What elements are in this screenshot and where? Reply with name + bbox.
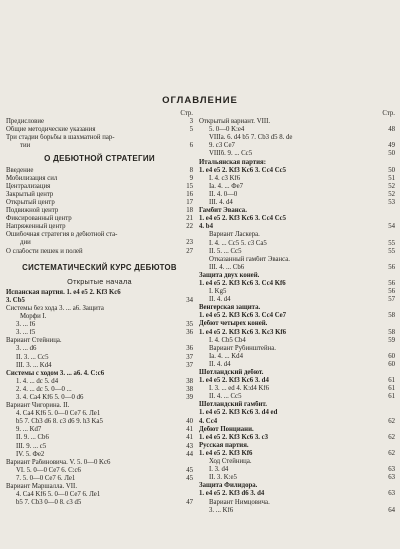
toc-entry (199, 329, 395, 337)
toc-page-number: 21 (186, 215, 193, 223)
toc-page-number: 3 (189, 118, 193, 126)
toc-entry-text: Системы с ходом 3. ... a6. 4. C:c6 (6, 369, 105, 377)
toc-entry (6, 191, 193, 199)
toc-entry (199, 361, 395, 369)
toc-entry (6, 475, 193, 483)
toc-entry-text: Защита двух коней. (199, 271, 260, 279)
toc-page-number: 22 (186, 223, 193, 231)
toc-entry (199, 175, 395, 183)
toc-entry (199, 499, 395, 507)
toc-entry-text: Шотландский дебют. (199, 369, 264, 376)
toc-entry-text: Вариант Рабиновича. V. 5. 0—0 Kc6 (6, 458, 111, 466)
toc-page-number: 49 (388, 142, 395, 150)
toc-entry-text: Вариант Ласкера. (209, 231, 260, 239)
page-column-label: Стр. (382, 110, 395, 117)
toc-entry (6, 443, 193, 451)
toc-entry-text: 4. Ca4 Kf6 5. 0—0 Ce7 6. Ле1 (16, 410, 101, 418)
right-column (199, 110, 395, 515)
right-page-header (199, 110, 395, 118)
toc-page-number: 53 (388, 199, 395, 207)
toc-entry-text: III. 9. ... c5 (16, 442, 47, 450)
toc-entry-text: I. 4. Cb5 Cb4 (209, 336, 246, 344)
toc-entry (6, 459, 193, 467)
toc-page-number: 61 (388, 385, 395, 393)
toc-entry (199, 490, 395, 498)
toc-entry-text: 1. e4 e5 2. Kf3 Kc6 3. d4 (199, 377, 269, 385)
toc-entry-text: b5 7. Cb3 d6 8. c3 d6 9. h3 Ka5 (16, 418, 103, 426)
section-title-course: СИСТЕМАТИЧЕСКИЙ КУРС ДЕБЮТОВ (22, 262, 177, 272)
toc-entry-text: Гамбит Эванса. (199, 207, 247, 215)
toc-entry (6, 289, 193, 297)
toc-page-number: 48 (388, 126, 395, 134)
toc-page-number: 38 (186, 385, 193, 393)
toc-entry (6, 118, 193, 126)
left-page-header (6, 110, 193, 118)
toc-entry-text: Открытый центр (6, 198, 55, 206)
toc-entry (199, 458, 395, 466)
toc-entry (6, 410, 193, 418)
toc-entry (199, 385, 395, 393)
toc-entry (199, 280, 395, 288)
toc-entry-text: 9. c3 Ce7 (209, 142, 235, 150)
page-title: ОГЛАВЛЕНИЕ (162, 95, 238, 106)
toc-entry-text: 4. Ca4 Kf6 5. 0—0 Ce7 6. Ле1 (16, 491, 101, 499)
toc-entry-text: VIIIб. 9. ... Cc5 (209, 150, 253, 158)
toc-entry-text: Венгерская защита. (199, 304, 261, 312)
toc-entry (6, 297, 193, 305)
toc-entry-text: I. 4. c3 Kf6 (209, 174, 241, 182)
toc-page-number: 50 (388, 166, 395, 174)
toc-page-number: 50 (388, 150, 395, 158)
toc-entry (199, 134, 395, 142)
toc-entry-text: 2. 4. ... dc 5. 0—0 ... (16, 385, 72, 393)
toc-entry (6, 313, 193, 321)
toc-entry (199, 126, 395, 134)
toc-entry-text: Открытый вариант. VIII. (199, 118, 271, 126)
toc-entry-text: I. 3. ... ed 4. K:d4 Kf6 (209, 385, 270, 393)
toc-page-number: 62 (388, 449, 395, 457)
toc-entry-text: 1. e4 e5 2. Kf3 Kc6 3. Cc4 Cc5 (199, 166, 287, 174)
toc-entry-text: 5. 0—0 K:e4 (209, 126, 245, 134)
toc-entry (199, 409, 395, 417)
toc-page-number: 55 (388, 247, 395, 255)
toc-page-number: 56 (388, 279, 395, 287)
toc-entry (199, 418, 395, 426)
toc-entry (199, 337, 395, 345)
toc-entry-text: 3. Cb5 (6, 296, 25, 304)
toc-entry (199, 353, 395, 361)
toc-page-number: 52 (388, 190, 395, 198)
toc-page-number: 58 (388, 312, 395, 320)
toc-entry-text: Вариант Стейница. (6, 337, 62, 345)
toc-entry-text: Напряженный центр (6, 223, 66, 231)
toc-page-number: 56 (388, 263, 395, 271)
toc-entry (6, 134, 193, 142)
toc-entry-text: II. 5. ... Cc5 (209, 247, 242, 255)
toc-entry-text: Мобилизация сил (6, 174, 58, 182)
toc-page-number: 37 (186, 353, 193, 361)
toc-page-number: 18 (186, 207, 193, 215)
toc-entry-text: Дебют Понциани. (199, 425, 254, 433)
toc-entry (199, 248, 395, 256)
toc-entry-text: II. 9. ... Cb6 (16, 434, 49, 442)
toc-entry-text: Ход Стейница. (209, 458, 252, 466)
toc-entry (199, 377, 395, 385)
toc-entry (6, 305, 193, 313)
toc-entry-text: 1. e4 e5 2. Kf3 Kc6 3. Cc4 Ce7 (199, 312, 287, 320)
toc-entry (199, 256, 395, 264)
toc-page-number: 61 (388, 377, 395, 385)
toc-entry (199, 393, 395, 401)
toc-entry-text: III. 4. ... Cb6 (209, 263, 245, 271)
toc-entry (199, 272, 395, 280)
toc-entry-text: 3. ... Kf6 (209, 506, 234, 514)
toc-entry-text: 4. Cc4 (199, 417, 218, 425)
toc-entry-text: 3. 4. Ca4 Kf6 5. 0—0 d6 (16, 394, 84, 401)
toc-entry-text: Вариант Нимцовича. (209, 498, 270, 506)
toc-entry (6, 183, 193, 191)
toc-page-number: 8 (189, 166, 193, 174)
section-title-strategy: О ДЕБЮТНОЙ СТРАТЕГИИ (44, 154, 155, 164)
toc-entry (6, 207, 193, 215)
toc-page-number: 63 (388, 474, 395, 482)
toc-entry (6, 321, 193, 329)
toc-entry (6, 175, 193, 183)
toc-entry-text: II. 4. 0—0 (209, 190, 238, 198)
toc-entry-text: 1. e4 e5 2. Kf3 Kc6 3. Cc4 Cc5 (199, 215, 287, 223)
toc-entry (199, 312, 395, 320)
toc-entry (199, 320, 395, 328)
toc-page-number: 63 (388, 490, 395, 498)
toc-page-number: 36 (186, 329, 193, 337)
toc-entry-text: Фиксированный центр (6, 215, 72, 223)
toc-entry-text: 1. e4 e5 2. Kf3 Kf6 (199, 449, 253, 457)
toc-entry (199, 288, 395, 296)
toc-entry (199, 191, 395, 199)
toc-entry-text: 1. e4 e5 2. Kf3 Kc6 3. d4 ed (199, 409, 278, 417)
toc-entry (199, 401, 395, 409)
toc-entry-text: II. 4. d4 (209, 360, 231, 368)
toc-entry-text: 1. e4 e5 2. Kf3 Kc6 3. c3 (199, 433, 269, 441)
toc-page-number: 15 (186, 182, 193, 190)
toc-entry (199, 199, 395, 207)
toc-entry (6, 337, 193, 345)
toc-entry-text: 4. b4 (199, 223, 213, 231)
toc-entry (6, 370, 193, 378)
toc-page-number: 45 (186, 466, 193, 474)
toc-entry-text: Морфи I. (20, 313, 47, 321)
toc-entry-text: Системы без хода 3. ... a6. Защита (6, 304, 104, 312)
toc-entry (199, 474, 395, 482)
left-column (6, 110, 193, 507)
toc-entry-text: Дебют четырех коней. (199, 320, 268, 328)
toc-entry (6, 402, 193, 410)
toc-entry (199, 442, 395, 450)
toc-page-number: 62 (388, 417, 395, 425)
toc-entry-text: Предисловие (6, 118, 45, 126)
toc-entry-text: 1. e4 e5 2. Kf3 d6 3. d4 (199, 490, 265, 498)
toc-entry (6, 126, 193, 134)
toc-entry-text: Введение (6, 166, 34, 174)
toc-entry (6, 434, 193, 442)
toc-page-number: 35 (186, 321, 193, 329)
toc-entry-text: 1. e4 e5 2. Kf3 Kc6 3. Cc4 Kf6 (199, 279, 286, 287)
toc-page-number: 17 (186, 198, 193, 206)
toc-entry (6, 167, 193, 175)
toc-page-number: 5 (189, 126, 193, 134)
toc-entry (199, 223, 395, 231)
toc-entry-text: Закрытый центр (6, 190, 54, 198)
toc-entry (6, 491, 193, 499)
toc-entry-text: Подвижной центр (6, 207, 59, 215)
toc-entry (199, 426, 395, 434)
toc-entry-text: Русская партия. (199, 441, 249, 449)
toc-entry-text: VI. 5. 0—0 Ce7 6. C:c6 (16, 466, 81, 474)
toc-entry-text: Шотландский гамбит. (199, 401, 267, 409)
toc-entry-text: Вариант Чигорина. II. (6, 402, 70, 410)
toc-entry-text: 3. ... f5 (16, 329, 36, 337)
toc-entry (199, 167, 395, 175)
toc-entry-text: 1. 4. ... dc 5. d4 (16, 377, 59, 385)
toc-entry (199, 466, 395, 474)
toc-page-number: 34 (186, 296, 193, 304)
toc-entry (199, 507, 395, 515)
intro-entries (6, 118, 193, 150)
toc-page-number: 23 (186, 239, 193, 247)
toc-page-number: 38 (186, 377, 193, 385)
toc-entry (6, 142, 193, 150)
toc-page-number: 52 (388, 182, 395, 190)
toc-entry (6, 483, 193, 491)
toc-page-number: 41 (186, 434, 193, 442)
toc-entry (199, 434, 395, 442)
toc-entry (6, 354, 193, 362)
toc-page-number: 6 (189, 142, 193, 150)
toc-page-number: 27 (186, 247, 193, 255)
toc-page-number: 40 (186, 418, 193, 426)
toc-page-number: 56 (388, 288, 395, 296)
toc-entry-text: II. 4. d4 (209, 296, 231, 304)
toc-entry-text: Вариант Маршалла. VII. (6, 483, 78, 491)
toc-entry-text: Отказанный гамбит Эванса. (209, 255, 290, 263)
toc-entry (6, 362, 193, 370)
toc-entry (6, 467, 193, 475)
toc-entry (6, 239, 193, 247)
toc-page-number: 45 (186, 474, 193, 482)
toc-page-number: 63 (388, 466, 395, 474)
toc-entry (199, 142, 395, 150)
toc-page-number: 54 (388, 223, 395, 231)
toc-entry (6, 329, 193, 337)
toc-page-number: 41 (186, 426, 193, 434)
toc-entry-text: тии (20, 142, 31, 150)
toc-entry (6, 215, 193, 223)
toc-page-number: 61 (388, 393, 395, 401)
toc-entry-text: 3. ... d6 (16, 345, 37, 353)
toc-entry-text: Три стадии борьбы в шахматной пар- (6, 134, 115, 142)
toc-page-number: 9 (189, 174, 193, 182)
toc-entry-text: 3. ... f6 (16, 321, 36, 329)
toc-entry-text: Централизация (6, 182, 51, 190)
toc-entry (6, 426, 193, 434)
toc-entry-text: IV. 5. Фe2 (16, 450, 45, 458)
toc-entry-text: Ia. 4. ... Фe7 (209, 182, 244, 190)
toc-entry (6, 499, 193, 507)
toc-entry (199, 369, 395, 377)
toc-entry-text: Вариант Рубинштейна. (209, 344, 276, 352)
toc-entry (199, 296, 395, 304)
toc-page-number: 51 (388, 174, 395, 182)
toc-page-number: 16 (186, 190, 193, 198)
toc-entry-text: II. 3. K:e5 (209, 474, 237, 482)
toc-page-number: 39 (186, 394, 193, 401)
toc-entry-text: III. 3. ... Kd4 (16, 361, 52, 369)
toc-entry-text: b5 7. Cb3 0—0 8. c3 d5 (16, 499, 82, 507)
toc-page-number: 43 (186, 442, 193, 450)
toc-entry (199, 183, 395, 191)
toc-entry-text: 1. e4 e5 2. Kf3 Kc6 3. Kc3 Kf6 (199, 328, 287, 336)
toc-page-number: 62 (388, 433, 395, 441)
toc-entry-text: I. 4. ... Cc5 5. c3 Ca5 (209, 239, 267, 247)
toc-entry-text: VIIIa. 6. d4 b5 7. Cb3 d5 8. de (209, 134, 293, 142)
toc-entry (199, 150, 395, 158)
toc-entry (199, 240, 395, 248)
toc-entry (199, 264, 395, 272)
toc-page-number: 58 (388, 328, 395, 336)
strategy-entries (6, 167, 193, 256)
toc-entry-text: Защита Филидора. (199, 482, 258, 490)
toc-entry (199, 207, 395, 215)
toc-entry-text: I. 3. d4 (209, 466, 229, 474)
toc-entry (199, 118, 395, 126)
toc-entry-text: Испанская партия. 1. e4 e5 2. Kf3 Kc6 (6, 288, 121, 296)
toc-entry-text: II. 4. ... Cc5 (209, 393, 242, 401)
toc-page-number: 47 (186, 499, 193, 507)
toc-entry-text: О слабости пешек и полей (6, 247, 83, 255)
toc-page-number: 57 (388, 296, 395, 304)
toc-entry (6, 345, 193, 353)
openings-entries (6, 289, 193, 508)
toc-entry (6, 386, 193, 394)
toc-entry-text: Общие методические указания (6, 126, 96, 134)
toc-entry (199, 231, 395, 239)
toc-entry (6, 199, 193, 207)
toc-entry (199, 215, 395, 223)
toc-entry (199, 450, 395, 458)
toc-page-number: 37 (186, 361, 193, 369)
toc-entry-text: дии (20, 239, 31, 247)
toc-entry (6, 248, 193, 256)
section-subtitle-open-games: Открытые начала (67, 276, 132, 286)
toc-entry (199, 345, 395, 353)
toc-entry (6, 418, 193, 426)
toc-page-number: 60 (388, 360, 395, 368)
toc-entry (6, 394, 193, 402)
toc-entry (6, 223, 193, 231)
toc-entry (6, 451, 193, 459)
toc-page-number: 36 (186, 345, 193, 353)
toc-entry-text: Итальянская партия: (199, 158, 266, 166)
toc-page-number: 64 (388, 506, 395, 514)
page-column-label: Стр. (180, 110, 193, 117)
toc-page-number: 55 (388, 239, 395, 247)
toc-page-number: 59 (388, 336, 395, 344)
toc-entry (199, 159, 395, 167)
toc-entry-text: II. 3. ... Cc5 (16, 353, 49, 361)
toc-entry (199, 482, 395, 490)
toc-entry-text: I. Kg5 (209, 288, 227, 296)
toc-page-number: 60 (388, 352, 395, 360)
toc-entry-text: III. 4. d4 (209, 199, 233, 207)
toc-entry-text: Ошибочная стратегия в дебютной ста- (6, 231, 118, 239)
toc-entry-text: 7. 5. 0—0 Ce7 6. Ле1 (16, 474, 76, 482)
toc-entry (199, 304, 395, 312)
toc-entry (6, 378, 193, 386)
toc-page-number: 44 (186, 450, 193, 458)
toc-entry-text: 9. ... Kd7 (16, 426, 42, 434)
toc-entry-text: Ia. 4. ... Kd4 (209, 352, 243, 360)
toc-entry (6, 231, 193, 239)
right-entries (199, 118, 395, 515)
